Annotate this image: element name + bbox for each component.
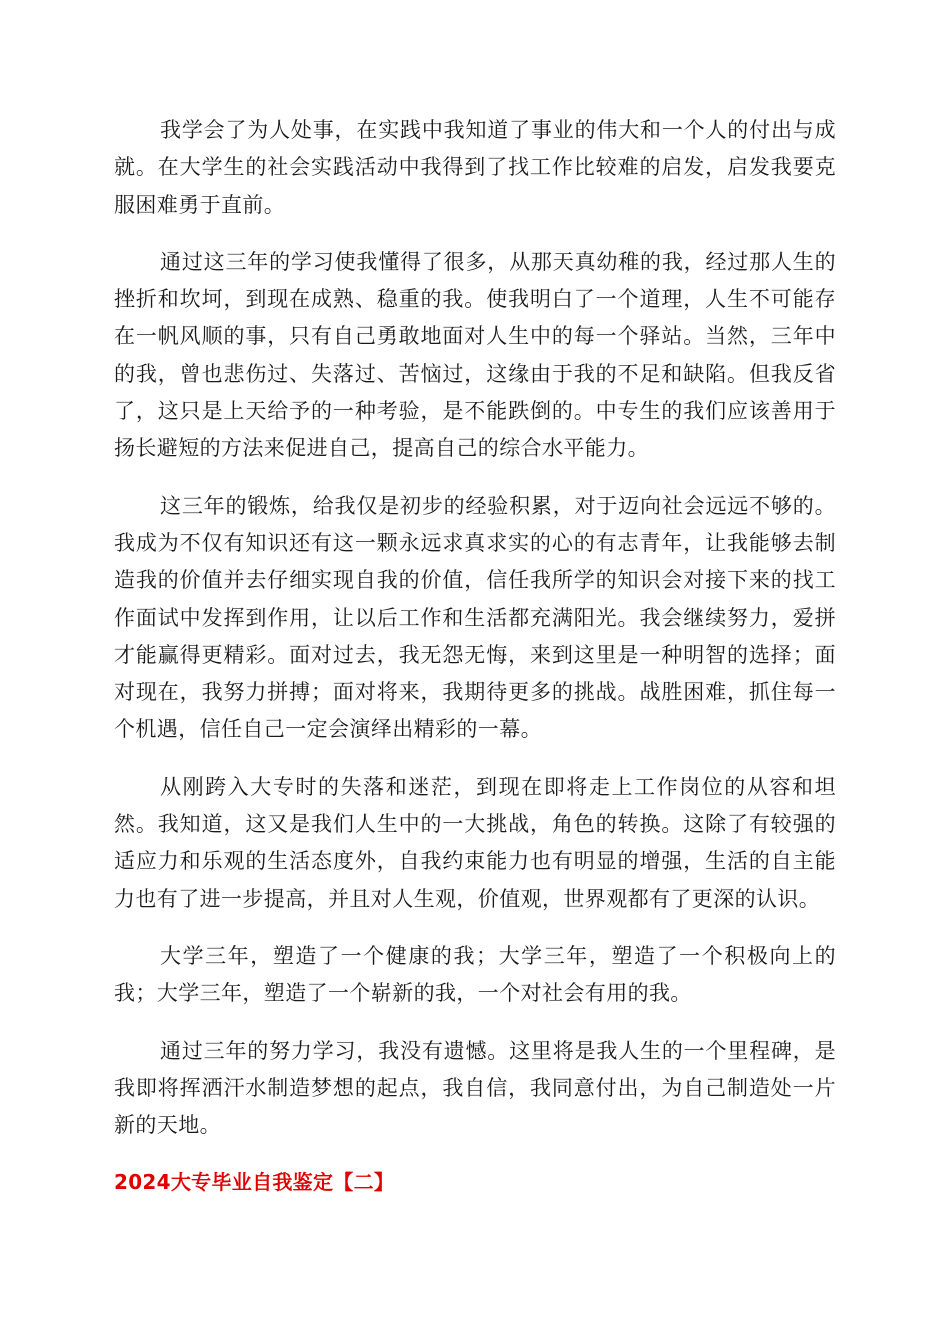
section-heading: 2024大专毕业自我鉴定【二】 <box>114 1170 395 1195</box>
paragraph-2: 通过这三年的学习使我懂得了很多，从那天真幼稚的我，经过那人生的挫折和坎坷，到现在成熟、稳重的我。使我明白了一个道理，人生不可能存在一帆风顺的事，只有自己勇敢地面对人生中的每一个驿站。当然，三年中的我，曾也悲伤过、失落过、苦恼过，这缘由于我的不足和缺陷。但我反省了，这只是上天给予的一种考验，是不能跌倒的。中专生的我们应该善用于扬长避短的方法来促进自己，提高自己的综合水平能力。 <box>114 249 836 461</box>
paragraph-5: 大学三年，塑造了一个健康的我；大学三年，塑造了一个积极向上的我；大学三年，塑造了一个崭新的我，一个对社会有用的我。 <box>114 943 836 1006</box>
paragraph-6: 通过三年的努力学习，我没有遗憾。这里将是我人生的一个里程碑，是我即将挥洒汗水制造梦想的起点，我自信，我同意付出，为自己制造处一片新的天地。 <box>114 1038 836 1138</box>
document-page <box>114 112 836 1198</box>
paragraph-3: 这三年的锻炼，给我仅是初步的经验积累，对于迈向社会远远不够的。我成为不仅有知识还有这一颗永远求真求实的心的有志青年，让我能够去制造我的价值并去仔细实现自我的价值，信任我所学的知识会对接下来的找工作面试中发挥到作用，让以后工作和生活都充满阳光。我会继续努力，爱拼才能赢得更精彩。面对过去，我无怨无悔，来到这里是一种明智的选择；面对现在，我努力拼搏；面对将来，我期待更多的挑战。战胜困难，抓住每一个机遇，信任自己一定会演绎出精彩的一幕。 <box>114 493 836 742</box>
paragraph-4: 从刚跨入大专时的失落和迷茫，到现在即将走上工作岗位的从容和坦然。我知道，这又是我们人生中的一大挑战，角色的转换。这除了有较强的适应力和乐观的生活态度外，自我约束能力也有明显的增强，生活的自主能力也有了进一步提高，并且对人生观，价值观，世界观都有了更深的认识。 <box>114 774 836 911</box>
paragraph-1: 我学会了为人处事，在实践中我知道了事业的伟大和一个人的付出与成就。在大学生的社会实践活动中我得到了找工作比较难的启发，启发我要克服困难勇于直前。 <box>114 118 836 217</box>
